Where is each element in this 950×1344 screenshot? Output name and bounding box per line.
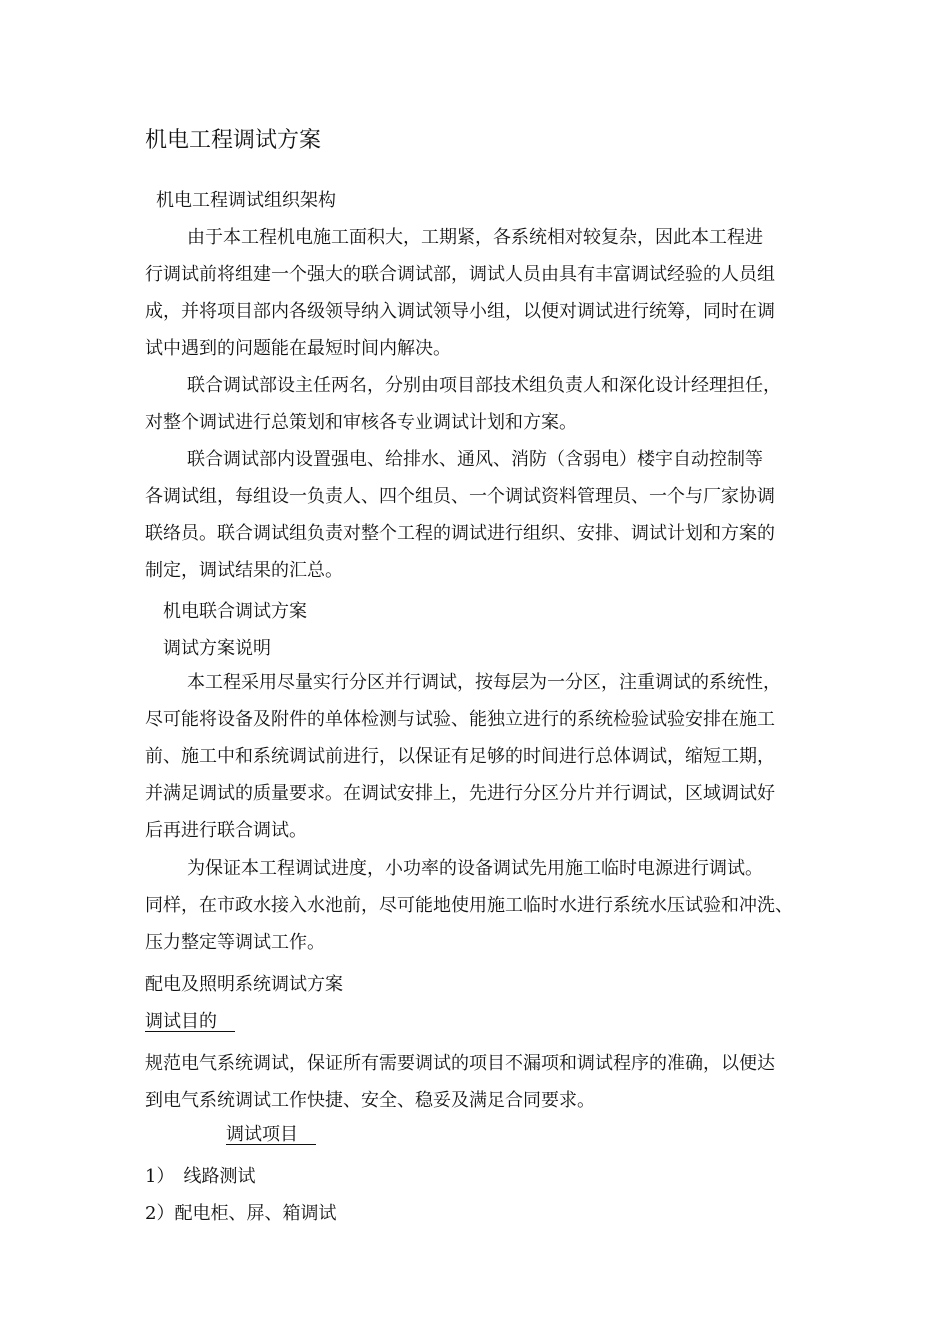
- section-heading-organization: 机电工程调试组织架构: [156, 190, 336, 211]
- paragraph-organization-intro: [145, 219, 805, 367]
- text-line: 对整个调试进行总策划和审核各专业调试计划和方案。: [145, 412, 577, 433]
- text-line: 为保证本工程调试进度，小功率的设备调试先用施工临时电源进行调试。: [187, 858, 763, 879]
- items-heading: [226, 1120, 886, 1146]
- text-line: 本工程采用尽量实行分区并行调试，按每层为一分区，注重调试的系统性，: [187, 672, 781, 693]
- text-line: 联合调试部内设置强电、给排水、通风、消防（含弱电）楼宇自动控制等: [187, 449, 763, 470]
- section-heading-joint-debug: 机电联合调试方案: [163, 601, 307, 622]
- text-line: 行调试前将组建一个强大的联合调试部，调试人员由具有丰富调试经验的人员组: [145, 264, 775, 285]
- text-line: 前、施工中和系统调试前进行，以保证有足够的时间进行总体调试，缩短工期，: [145, 746, 775, 767]
- section-heading-power-lighting: 配电及照明系统调试方案: [145, 974, 343, 995]
- text-line: 试中遇到的问题能在最短时间内解决。: [145, 338, 451, 359]
- paragraph-directors: [145, 367, 805, 441]
- text-line: 到电气系统调试工作快捷、安全、稳妥及满足合同要求。: [145, 1090, 595, 1111]
- text-line: 尽可能将设备及附件的单体检测与试验、能独立进行的系统检验试验安排在施工: [145, 709, 775, 730]
- paragraph-temporary-supply: [145, 850, 805, 961]
- text-line: 联络员。联合调试组负责对整个工程的调试进行组织、安排、调试计划和方案的: [145, 523, 775, 544]
- text-line: 同样，在市政水接入水池前，尽可能地使用施工临时水进行系统水压试验和冲洗、: [145, 895, 793, 916]
- text-line: 制定，调试结果的汇总。: [145, 560, 343, 581]
- text-line: 联合调试部设主任两名，分别由项目部技术组负责人和深化设计经理担任，: [187, 375, 781, 396]
- list-item: 2）配电柜、屏、箱调试: [145, 1203, 337, 1224]
- text-line: 并满足调试的质量要求。在调试安排上，先进行分区分片并行调试，区域调试好: [145, 783, 775, 804]
- paragraph-purpose: [145, 1045, 805, 1119]
- document-title: 机电工程调试方案: [145, 128, 322, 153]
- text-line: 各调试组，每组设一负责人、四个组员、一个调试资料管理员、一个与厂家协调: [145, 486, 775, 507]
- items-heading-text: 调试项目: [226, 1124, 298, 1145]
- text-line: 规范电气系统调试，保证所有需要调试的项目不漏项和调试程序的准确，以便达: [145, 1053, 775, 1074]
- text-line: 压力整定等调试工作。: [145, 932, 325, 953]
- text-line: 成，并将项目部内各级领导纳入调试领导小组，以便对调试进行统筹，同时在调: [145, 301, 775, 322]
- text-line: 后再进行联合调试。: [145, 820, 307, 841]
- purpose-heading-text: 调试目的: [145, 1011, 217, 1032]
- paragraph-teams: [145, 441, 805, 589]
- subheading-plan-description: 调试方案说明: [163, 638, 271, 659]
- paragraph-zoned-debug: [145, 664, 805, 849]
- text-line: 由于本工程机电施工面积大，工期紧，各系统相对较复杂，因此本工程进: [187, 227, 763, 248]
- purpose-heading: [145, 1007, 805, 1033]
- list-item: 1） 线路测试: [145, 1166, 256, 1187]
